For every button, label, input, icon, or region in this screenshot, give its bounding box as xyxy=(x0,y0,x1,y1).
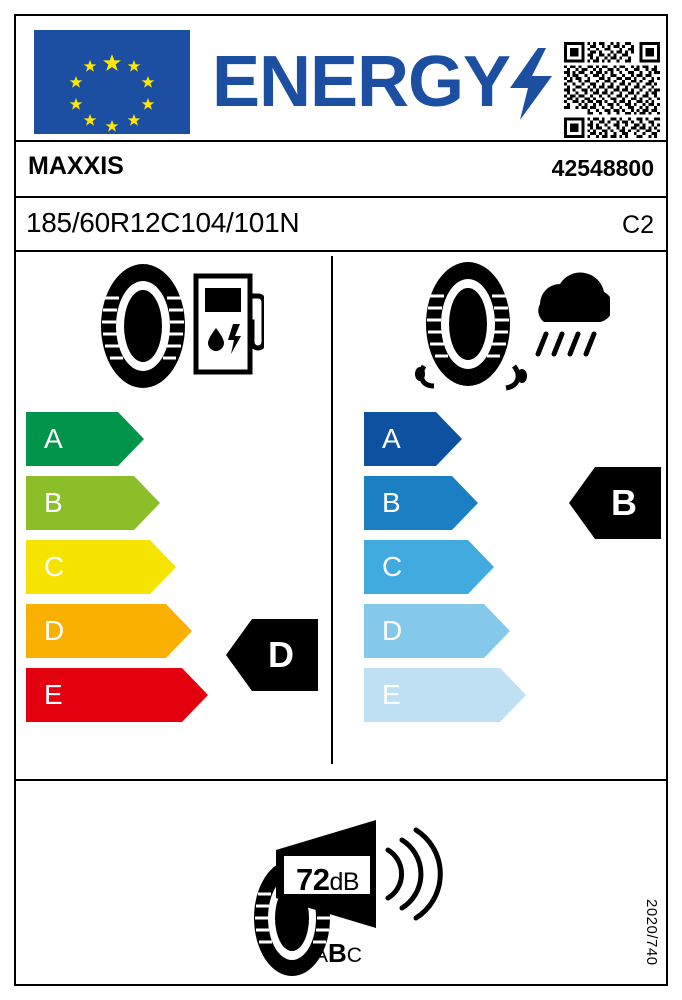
fuel-grade-e-letter: E xyxy=(44,679,63,710)
divider-size xyxy=(16,250,666,252)
grade-row xyxy=(26,540,208,594)
fuel-grade-e xyxy=(26,668,208,722)
wet-grade-c-letter: C xyxy=(382,551,403,582)
label-header xyxy=(16,16,666,138)
fuel-efficiency-scale xyxy=(26,412,208,732)
rain-cloud-icon xyxy=(410,262,610,402)
grade-row xyxy=(26,604,208,658)
grade-row xyxy=(364,412,526,466)
regulation-reference: 2020/740 xyxy=(643,899,660,966)
fuel-grade-d-letter: D xyxy=(44,615,65,646)
fuel-grade-c xyxy=(26,540,208,594)
european-union-flag xyxy=(34,30,190,134)
fuel-grade-a xyxy=(26,412,208,466)
divider-noise xyxy=(16,779,666,781)
wet-grade-e-letter: E xyxy=(382,679,401,710)
lightning-bolt-icon xyxy=(508,48,554,120)
grade-row xyxy=(26,668,208,722)
noise-class-a: A xyxy=(314,944,329,967)
noise-value xyxy=(296,862,359,898)
grade-row xyxy=(26,412,208,466)
grade-row xyxy=(364,476,526,530)
fuel-grade-c-letter: C xyxy=(44,551,65,582)
divider-vertical xyxy=(331,256,333,764)
fuel-grade-b-letter: B xyxy=(44,487,63,518)
fuel-grade-b xyxy=(26,476,208,530)
wet-grade-b-letter: B xyxy=(382,487,401,518)
divider-top xyxy=(16,140,666,142)
fuel-pump-icon xyxy=(88,262,264,390)
noise-class-c: C xyxy=(346,944,362,967)
tyre-class: C2 xyxy=(622,211,654,239)
wet-grade-e xyxy=(364,668,526,722)
qr-code xyxy=(564,42,660,138)
divider-brand xyxy=(16,196,666,198)
wet-grade-c xyxy=(364,540,526,594)
fuel-grade-a-letter: A xyxy=(44,423,63,454)
fuel-grade-d xyxy=(26,604,208,658)
grade-row xyxy=(26,476,208,530)
wet-rating-badge xyxy=(569,467,661,539)
wet-grade-a-letter: A xyxy=(382,423,401,454)
wet-grade-d-letter: D xyxy=(382,615,403,646)
wet-grade-d xyxy=(364,604,526,658)
noise-class-b: B xyxy=(328,938,347,968)
fuel-rating-value: D xyxy=(268,634,294,675)
energy-wordmark: ENERGY xyxy=(212,42,511,122)
grade-row xyxy=(364,668,526,722)
wet-grade-b xyxy=(364,476,526,530)
wet-rating-value: B xyxy=(611,482,637,523)
product-sku: 42548800 xyxy=(551,155,654,181)
fuel-rating-badge xyxy=(226,619,318,691)
grade-row xyxy=(364,540,526,594)
noise-class-scale xyxy=(314,938,362,969)
tyre-size: 185/60R12C104/101N xyxy=(26,207,300,238)
noise-decibels: 72 xyxy=(296,862,330,897)
brand-name: MAXXIS xyxy=(28,152,124,180)
grade-row xyxy=(364,604,526,658)
wet-grip-scale xyxy=(364,412,526,732)
wet-grade-a xyxy=(364,412,526,466)
noise-unit: dB xyxy=(329,868,360,896)
